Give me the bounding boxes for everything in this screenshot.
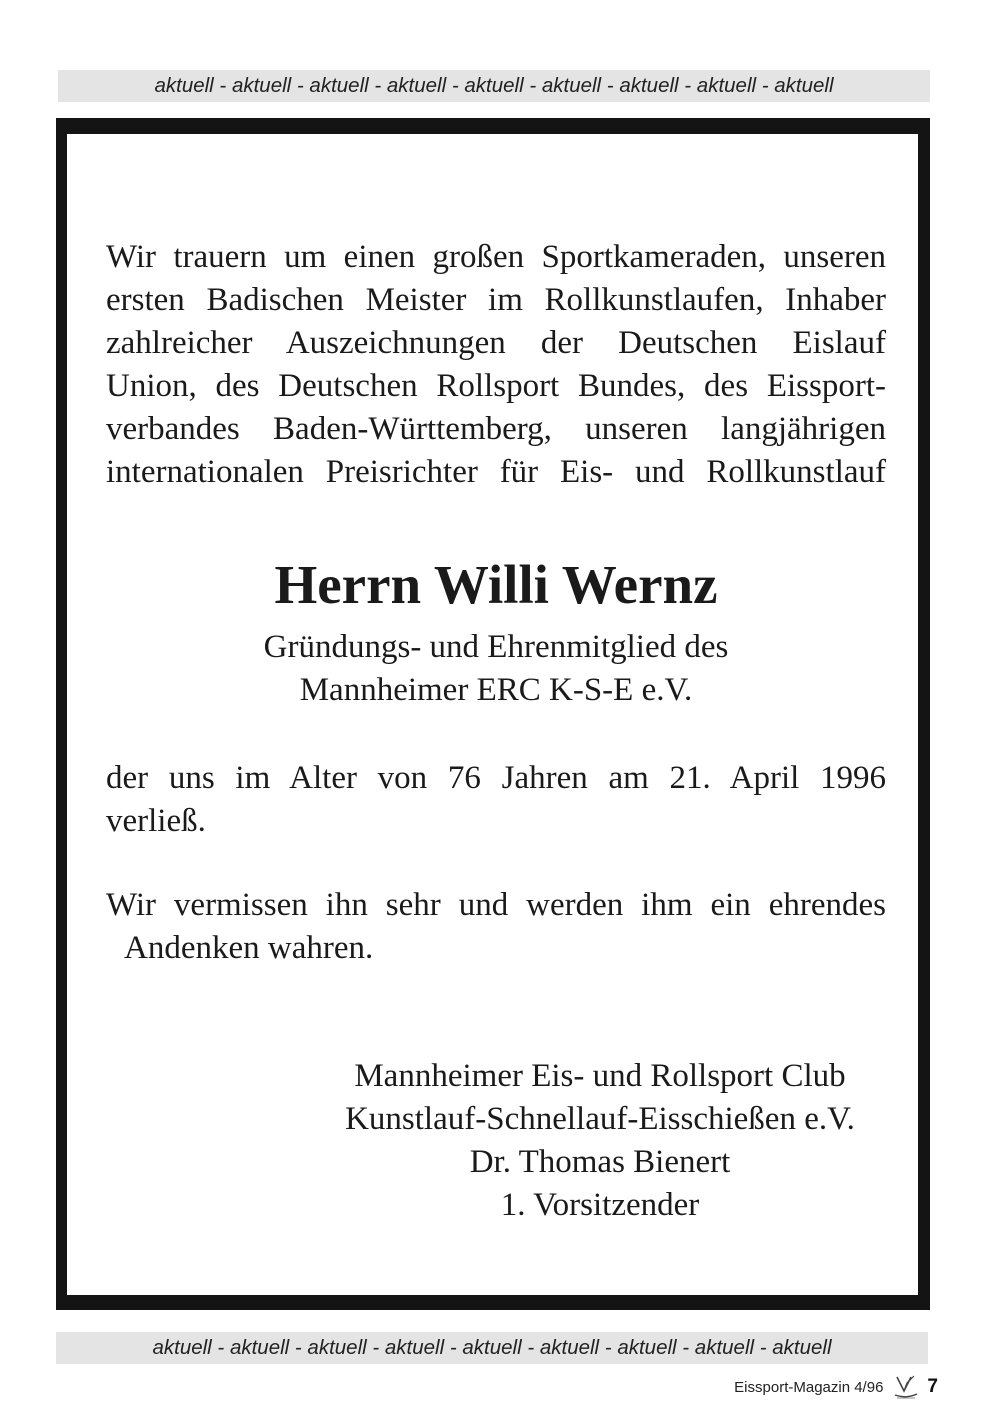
intro-line: Wir trauern um einen großen Sportkameraden, unseren (106, 239, 886, 275)
intro-line: verbandes Baden-Württemberg, unseren langjährigen (106, 411, 886, 447)
intro-line: Union, des Deutschen Rollsport Bundes, des Eissport- (106, 368, 886, 404)
passing-line: der uns im Alter von 76 Jahren am 21. April 1996 (106, 760, 886, 796)
intro-paragraph (106, 236, 886, 494)
memory-line: Wir vermissen ihn sehr und werden ihm ein ehrendes (106, 887, 886, 923)
page-number: 7 (927, 1376, 938, 1397)
role-line: Mannheimer ERC K-S-E e.V. (299, 672, 693, 708)
intro-line: internationalen Preisrichter für Eis- und Rollkunstlauf (106, 454, 886, 490)
intro-line: ersten Badischen Meister im Rollkunstlaufen, Inhaber (106, 282, 886, 318)
passing-paragraph (106, 757, 886, 843)
signature-line: Mannheimer Eis- und Rollsport Club (354, 1058, 846, 1094)
page-footer (734, 1373, 938, 1401)
deceased-name: Herrn Willi Wernz (274, 554, 718, 615)
role-block (106, 626, 886, 712)
top-banner (58, 70, 930, 102)
intro-line: zahlreicher Auszeichnungen der Deutschen Eislauf (106, 325, 886, 361)
signature-line: Kunstlauf-Schnellauf-Eisschießen e.V. (345, 1101, 855, 1137)
passing-line: verließ. (106, 803, 206, 839)
signature-line: Dr. Thomas Bienert (469, 1144, 731, 1180)
top-banner-text: aktuell - aktuell - aktuell - aktuell - aktuell - aktuell - aktuell - aktuell - aktuell (154, 74, 834, 97)
role-line: Gründungs- und Ehrenmitglied des (263, 629, 729, 665)
signature-line: 1. Vorsitzender (500, 1187, 700, 1223)
bottom-banner (56, 1332, 928, 1364)
bottom-banner-text: aktuell - aktuell - aktuell - aktuell - aktuell - aktuell - aktuell - aktuell - aktuell (152, 1336, 832, 1359)
memory-line: Andenken wahren. (124, 930, 374, 966)
signature-block (300, 1055, 900, 1227)
magazine-issue: Eissport-Magazin 4/96 (734, 1378, 884, 1396)
skater-logo-icon (891, 1373, 921, 1401)
memory-paragraph (106, 884, 886, 970)
